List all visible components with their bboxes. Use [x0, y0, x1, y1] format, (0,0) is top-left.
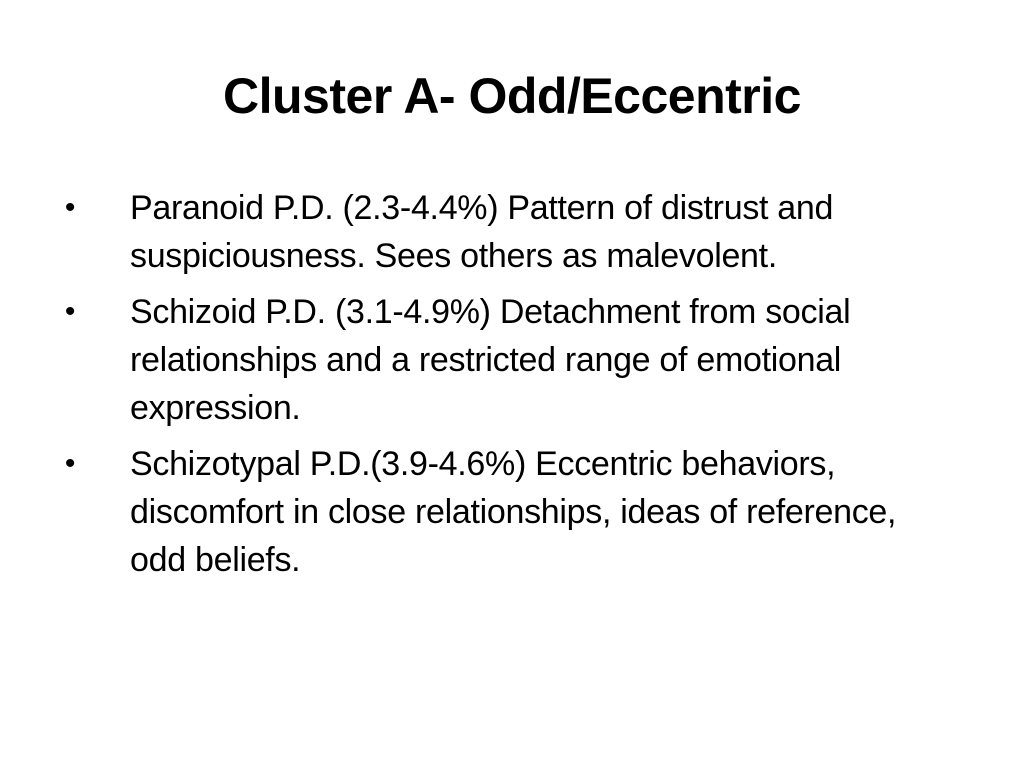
slide-title: Cluster A- Odd/Eccentric: [223, 68, 801, 124]
bullet-item-schizoid: [60, 288, 960, 432]
bullet-icon: •: [64, 295, 76, 328]
bullet-icon: •: [64, 191, 76, 224]
bullet-text: Schizotypal P.D.(3.9-4.6%) Eccentric behaviors, discomfort in close relationships, ideas of reference, odd beliefs.: [130, 445, 897, 579]
bullet-text: Paranoid P.D. (2.3-4.4%) Pattern of distrust and suspiciousness. Sees others as malevolent.: [130, 189, 834, 275]
bullet-item-paranoid: [60, 184, 960, 280]
bullet-icon: •: [64, 447, 76, 480]
bullet-list: [60, 184, 960, 592]
bullet-text: Schizoid P.D. (3.1-4.9%) Detachment from social relationships and a restricted range of emotional expression.: [130, 293, 851, 427]
bullet-item-schizotypal: [60, 440, 960, 584]
